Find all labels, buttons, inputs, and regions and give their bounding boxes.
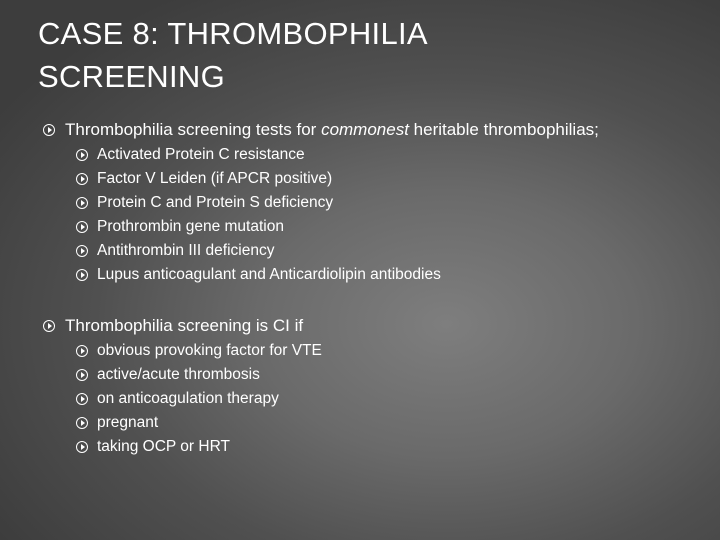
list-item — [76, 146, 305, 164]
heading-emphasis: commonest — [321, 120, 409, 139]
heading-prefix: Thrombophilia screening tests for — [65, 120, 322, 139]
circled-arrow-icon — [76, 345, 88, 357]
circled-arrow-icon — [76, 197, 88, 209]
list-item — [76, 342, 322, 360]
circled-arrow-icon — [76, 269, 88, 281]
circled-arrow-icon — [76, 441, 88, 453]
list-item — [76, 366, 260, 384]
list-item-text: Protein C and Protein S deficiency — [97, 194, 334, 211]
circled-arrow-icon — [76, 173, 88, 185]
circled-arrow-icon — [76, 393, 88, 405]
list-item-text: Factor V Leiden (if APCR positive) — [97, 170, 333, 187]
list-item-text: active/acute thrombosis — [97, 366, 260, 383]
circled-arrow-icon — [76, 149, 88, 161]
list-item-text: pregnant — [97, 414, 159, 431]
list-item — [76, 194, 333, 212]
circled-arrow-icon — [43, 320, 55, 332]
list-item-text: taking OCP or HRT — [97, 438, 230, 455]
list-item-text: obvious provoking factor for VTE — [97, 342, 322, 359]
slide-title — [38, 12, 678, 98]
title-line-1: CASE 8: THROMBOPHILIA — [38, 16, 428, 51]
list-item-text: Antithrombin III deficiency — [97, 242, 275, 259]
circled-arrow-icon — [76, 369, 88, 381]
list-item-text: on anticoagulation therapy — [97, 390, 279, 407]
section1-heading — [43, 120, 599, 140]
list-item — [76, 414, 158, 432]
list-item-text: Lupus anticoagulant and Anticardiolipin antibodies — [97, 266, 441, 283]
circled-arrow-icon — [76, 245, 88, 257]
heading-suffix: heritable thrombophilias; — [408, 120, 599, 139]
circled-arrow-icon — [43, 124, 55, 136]
list-item-text: Prothrombin gene mutation — [97, 218, 284, 235]
section1-heading-text — [65, 120, 599, 140]
title-line-2: SCREENING — [38, 59, 226, 94]
section2-heading-text: Thrombophilia screening is CI if — [65, 316, 304, 335]
circled-arrow-icon — [76, 221, 88, 233]
list-item — [76, 218, 284, 236]
list-item — [76, 390, 279, 408]
list-item — [76, 170, 332, 188]
list-item — [76, 266, 441, 284]
list-item-text: Activated Protein C resistance — [97, 146, 305, 163]
circled-arrow-icon — [76, 417, 88, 429]
list-item — [76, 242, 274, 260]
list-item — [76, 438, 230, 456]
section2-heading — [43, 316, 303, 336]
